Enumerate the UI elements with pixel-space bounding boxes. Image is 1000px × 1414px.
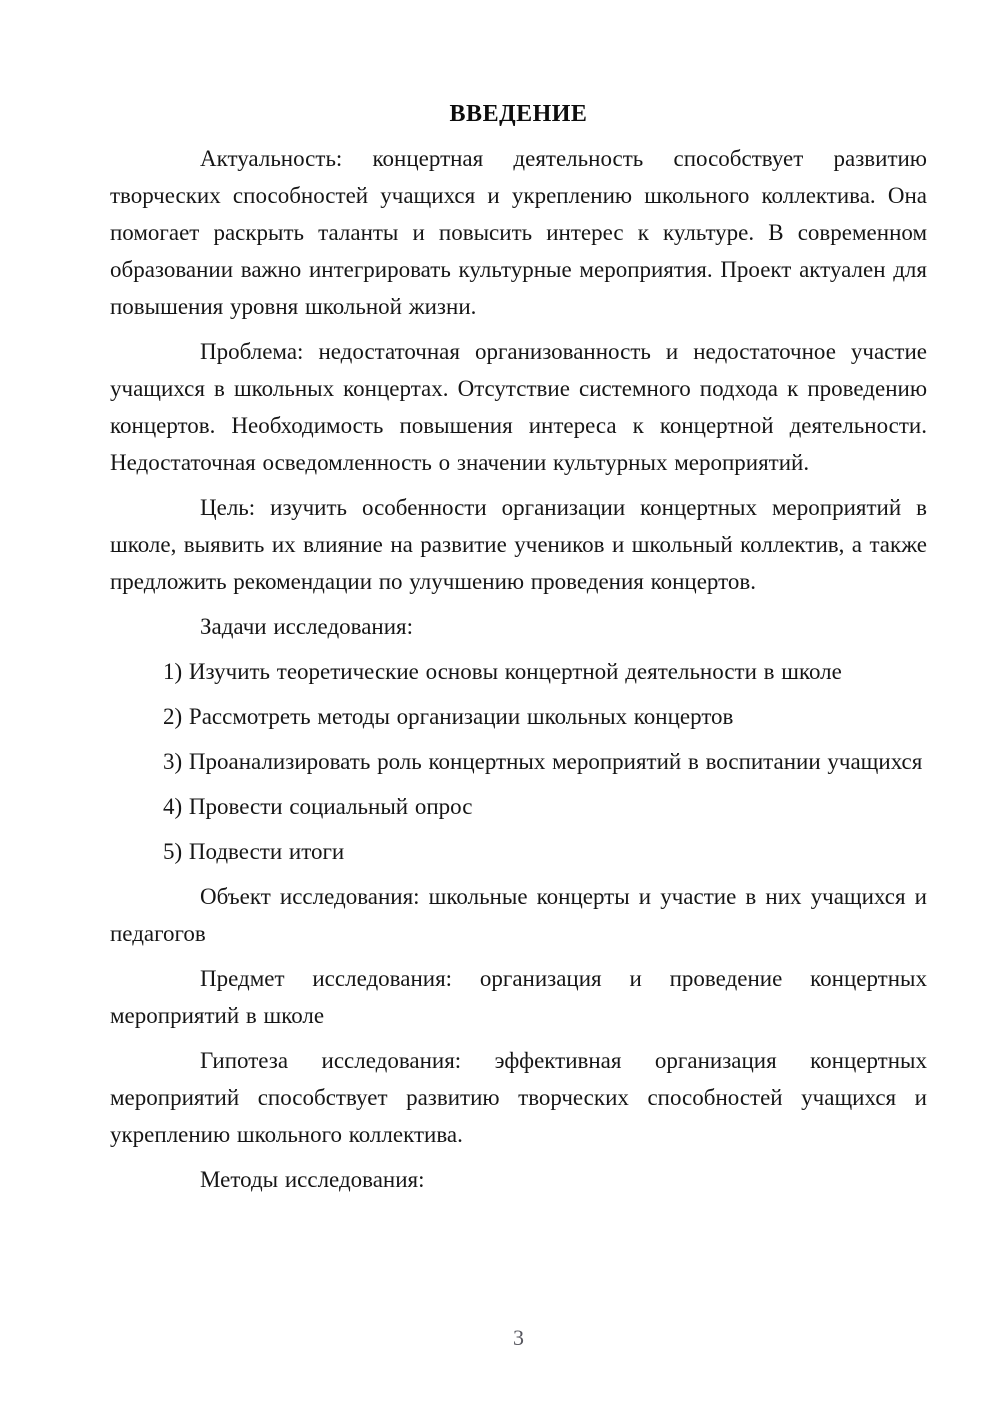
paragraph-problem: Проблема: недостаточная организованность и недостаточное участие учащихся в школьных концертах. Отсутствие системного подхода к проведению концертов. Необходимость повышения интереса к концертной деятельности. Недостаточная осведомленность о значении культурных мероприятий. xyxy=(110,339,927,475)
page-number: 3 xyxy=(513,1325,524,1350)
methods-heading: Методы исследования: xyxy=(200,1167,425,1192)
task-item-5: 5) Подвести итоги xyxy=(163,839,345,864)
paragraph-subject: Предмет исследования: организация и проведение концертных мероприятий в школе xyxy=(110,966,927,1028)
tasks-heading: Задачи исследования: xyxy=(200,614,414,639)
paragraph-hypothesis: Гипотеза исследования: эффективная организация концертных мероприятий способствует развитию творческих способностей учащихся и укреплению школьного коллектива. xyxy=(110,1048,927,1147)
task-item-2: 2) Рассмотреть методы организации школьных концертов xyxy=(163,704,734,729)
task-item-4: 4) Провести социальный опрос xyxy=(163,794,473,819)
page-title: ВВЕДЕНИЕ xyxy=(449,101,588,127)
task-item-3: 3) Проанализировать роль концертных мероприятий в воспитании учащихся xyxy=(163,749,923,774)
paragraph-relevance: Актуальность: концертная деятельность способствует развитию творческих способностей учащихся и укреплению школьного коллектива. Она помогает раскрыть таланты и повысить интерес к культуре. В современном образовании важно интегрировать культурные мероприятия. Проект актуален для повышения уровня школьной жизни. xyxy=(110,146,927,319)
task-item-1: 1) Изучить теоретические основы концертной деятельности в школе xyxy=(163,659,842,684)
document-body xyxy=(110,96,927,1206)
paragraph-object: Объект исследования: школьные концерты и участие в них учащихся и педагогов xyxy=(110,884,927,946)
paragraph-goal: Цель: изучить особенности организации концертных мероприятий в школе, выявить их влияние на развитие учеников и школьный коллектив, а также предложить рекомендации по улучшению проведения концертов. xyxy=(110,495,927,594)
